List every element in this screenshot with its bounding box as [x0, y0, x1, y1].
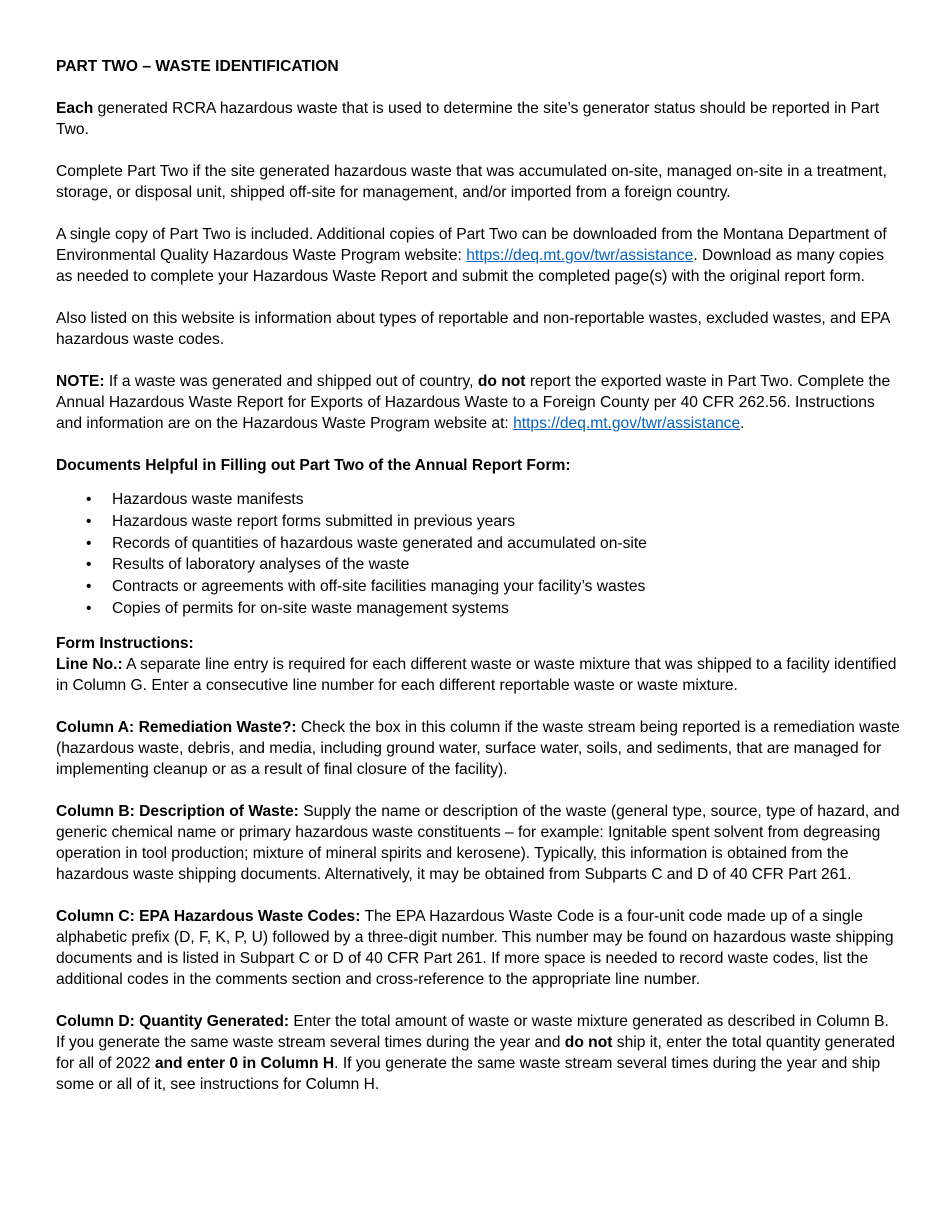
list-item: • Hazardous waste report forms submitted in previous years	[56, 511, 900, 533]
column-c-instruction: Column C: EPA Hazardous Waste Codes: The EPA Hazardous Waste Code is a four-unit code made up of a single alphabetic prefix (D, F, K, P, U) followed by a three-digit number. This number may be found on hazardous waste shipping documents and is listed in Subpart C or D of 40 CFR Part 261. If more space is needed to record waste codes, list the additional codes in the comments section and cross-reference to the appropriate line number.	[56, 907, 894, 988]
line-no-instruction: Line No.: A separate line entry is required for each different waste or waste mixture that was shipped to a facility identified in Column G. Enter a consecutive line number for each different reportable waste or waste mixture.	[56, 655, 897, 694]
bullet-icon: •	[86, 599, 92, 617]
bullet-icon: •	[86, 578, 92, 596]
list-item: • Copies of permits for on-site waste management systems	[56, 598, 900, 620]
column-a-instruction: Column A: Remediation Waste?: Check the box in this column if the waste stream being reported is a remediation waste (hazardous waste, debris, and media, including ground water, surface water, soils, and sediments, that are managed for implementing cleanup or as a result of final closure of the facility).	[56, 718, 900, 778]
paragraph-also-listed: Also listed on this website is information about types of reportable and non-reportable wastes, excluded wastes, and EPA hazardous waste codes.	[56, 310, 890, 348]
list-item: • Results of laboratory analyses of the waste	[56, 554, 900, 576]
bullet-icon: •	[86, 491, 92, 508]
paragraph-each-waste: Each generated RCRA hazardous waste that is used to determine the site’s generator status should be reported in Part Two.	[56, 100, 880, 138]
note-assistance-link[interactable]: https://deq.mt.gov/twr/assistance	[513, 415, 741, 432]
form-instructions-heading: Form Instructions:	[56, 634, 194, 652]
paragraph-complete-part-two: Complete Part Two if the site generated hazardous waste that was accumulated on-site, managed on-site in a treatment, storage, or disposal unit, shipped off-site for management, and/or imported from a foreign country.	[56, 163, 887, 201]
column-d-instruction: Column D: Quantity Generated: Enter the total amount of waste or waste mixture generated as described in Column B. If you generate the same waste stream several times during the year and do not ship it, enter the total quantity generated for all of 2022 and enter 0 in Column H. If you generate the same waste stream several times during the year and ship some or all of it, see instructions for Column H.	[56, 1012, 896, 1093]
note-paragraph: NOTE: If a waste was generated and shipped out of country, do not report the exported waste in Part Two. Complete the Annual Hazardous Waste Report for Exports of Hazardous Waste to a Foreign County per 40 CFR 262.56. Instructions and information are on the Hazardous Waste Program website at: https://deq.mt.gov/twr/assistance.	[56, 373, 891, 432]
bullet-icon: •	[86, 534, 92, 552]
column-b-instruction: Column B: Description of Waste: Supply the name or description of the waste (general type, source, type of hazard, and generic chemical name or primary hazardous waste constituents – for example: Ignitable spent solvent from degreasing operation in tool production; mixture of mineral spirits and kerosene). Typically, this information is obtained from the hazardous waste shipping documents. Alternatively, it may be obtained from Subparts C and D of 40 CFR Part 261.	[56, 802, 900, 883]
list-item: • Records of quantities of hazardous waste generated and accumulated on-site	[56, 533, 900, 555]
section-title: PART TWO – WASTE IDENTIFICATION	[56, 58, 339, 75]
list-item: • Hazardous waste manifests	[56, 489, 900, 511]
documents-list	[56, 489, 900, 620]
list-item: • Contracts or agreements with off-site facilities managing your facility’s wastes	[56, 576, 900, 598]
bullet-icon: •	[86, 556, 92, 574]
paragraph-single-copy: A single copy of Part Two is included. Additional copies of Part Two can be downloaded from the Montana Department of Environmental Quality Hazardous Waste Program website: https://deq.mt.gov/twr/assistance. Download as many copies as needed to complete your Hazardous Waste Report and submit the completed page(s) with the original report form.	[56, 226, 887, 285]
bullet-icon: •	[86, 512, 92, 530]
documents-heading: Documents Helpful in Filling out Part Two of the Annual Report Form:	[56, 457, 571, 474]
assistance-link[interactable]: https://deq.mt.gov/twr/assistance	[466, 247, 694, 264]
